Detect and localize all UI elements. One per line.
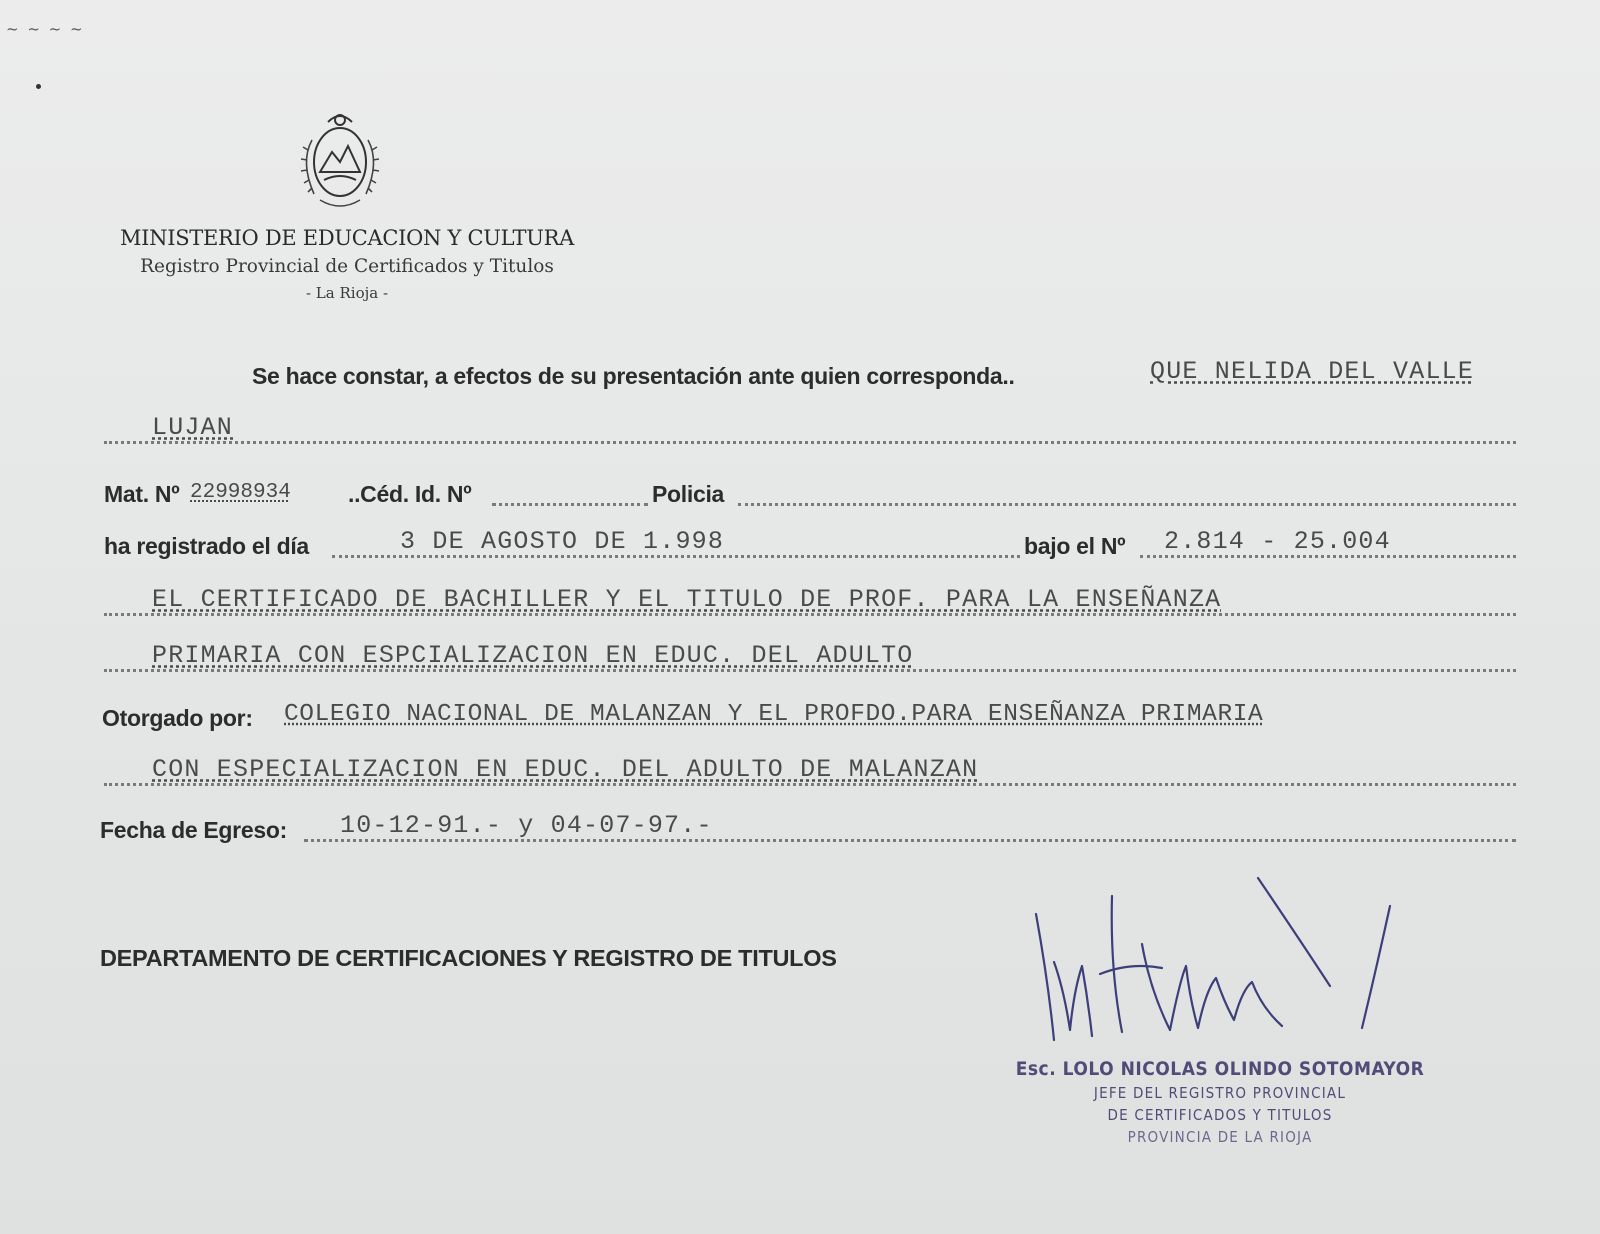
official-stamp	[990, 1058, 1450, 1146]
intro-row	[0, 352, 1560, 392]
official-title-line-3: PROVINCIA DE LA RIOJA	[1127, 1128, 1313, 1146]
document-line-2: PRIMARIA CON ESPCIALIZACION EN EDUC. DEL ADULTO	[152, 641, 914, 670]
otorgado-label: Otorgado por:	[102, 705, 253, 731]
dotted-line	[492, 503, 648, 506]
identity-row	[0, 470, 1560, 510]
bajo-label: bajo el Nº	[1024, 533, 1126, 559]
handwritten-signature	[1030, 870, 1450, 1070]
otorgado-continuation-row	[0, 750, 1560, 790]
dotted-line	[738, 503, 1516, 506]
egreso-label: Fecha de Egreso:	[100, 817, 287, 843]
egreso-value: 10-12-91.- y 04-07-97.-	[340, 811, 713, 840]
registered-date-value: 3 DE AGOSTO DE 1.998	[400, 527, 725, 556]
official-name: Esc. LOLO NICOLAS OLINDO SOTOMAYOR	[1015, 1058, 1425, 1080]
registry-subheading: Registro Provincial de Certificados y Titulos	[140, 256, 554, 277]
document-line-row	[0, 636, 1560, 676]
otorgado-value: COLEGIO NACIONAL DE MALANZAN Y EL PROFDO.PARA ENSEÑANZA PRIMARIA	[284, 701, 1264, 728]
official-title-line-1: JEFE DEL REGISTRO PROVINCIAL	[1093, 1084, 1347, 1102]
mat-label: Mat. Nº	[104, 481, 180, 507]
registration-number-value: 2.814 - 25.004	[1164, 527, 1391, 556]
otorgado-continuation: CON ESPECIALIZACION EN EDUC. DEL ADULTO DE MALANZAN	[152, 755, 979, 784]
name-continuation-row	[0, 408, 1560, 448]
document-line-1: EL CERTIFICADO DE BACHILLER Y EL TITULO DE PROF. PARA LA ENSEÑANZA	[152, 585, 1222, 614]
official-title-line-2: DE CERTIFICADOS Y TITULOS	[1107, 1106, 1333, 1124]
intro-label: Se hace constar, a efectos de su presentación ante quien corresponda..	[252, 363, 1015, 389]
location-label: - La Rioja -	[305, 284, 389, 302]
dotted-line	[104, 441, 1516, 444]
holder-name-continuation: LUJAN	[152, 413, 234, 442]
department-heading: DEPARTAMENTO DE CERTIFICACIONES Y REGISTRO DE TITULOS	[100, 945, 837, 971]
ced-label: ..Céd. Id. Nº	[348, 481, 472, 507]
margin-mark	[36, 84, 41, 89]
coat-of-arms-seal-icon	[290, 100, 390, 218]
mat-value: 22998934	[190, 481, 291, 504]
otorgado-row	[0, 694, 1560, 734]
ministry-heading: MINISTERIO DE EDUCACION Y CULTURA	[119, 226, 575, 250]
margin-scribble: ~ ~ ~ ~	[6, 20, 85, 38]
policia-label: Policia	[652, 481, 725, 507]
registration-row	[0, 522, 1560, 562]
registered-label: ha registrado el día	[104, 533, 309, 559]
egreso-row	[0, 806, 1560, 846]
holder-name-value: QUE NELIDA DEL VALLE	[1150, 357, 1475, 386]
document-line-row	[0, 580, 1560, 620]
